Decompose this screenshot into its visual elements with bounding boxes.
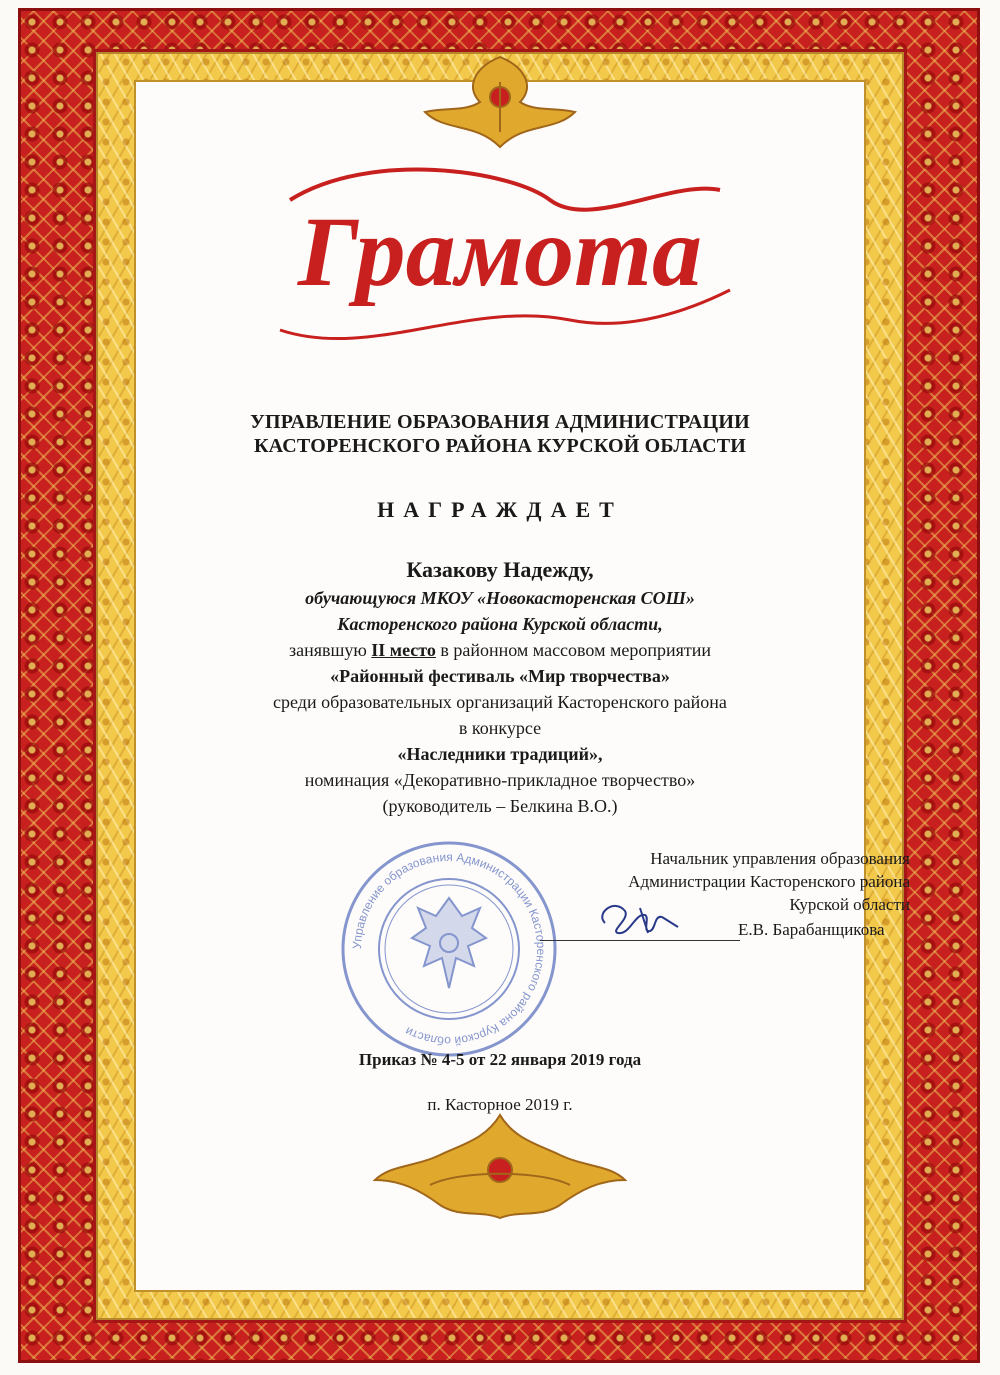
place-line <box>160 637 840 663</box>
organization-line-2: КАСТОРЕНСКОГО РАЙОНА КУРСКОЙ ОБЛАСТИ <box>253 435 747 457</box>
recipient-name: Казакову Надежду, <box>406 557 594 582</box>
svg-text:Грамота: Грамота <box>298 196 702 307</box>
bottom-ornament-icon <box>370 1110 630 1220</box>
svg-text:Управление образования Админис: Управление образования Администрации Касторенского района Курской области <box>349 849 549 1049</box>
handwritten-signature <box>590 893 690 943</box>
place-prefix: занявшую <box>288 640 372 660</box>
place-and-year: п. Касторное 2019 г. <box>427 1095 573 1114</box>
awards-heading: НАГРАЖДАЕТ <box>377 497 623 522</box>
organization-line-1: УПРАВЛЕНИЕ ОБРАЗОВАНИЯ АДМИНИСТРАЦИИ <box>250 411 750 433</box>
signatory-line-3: Курской области <box>789 895 910 914</box>
district-line: Касторенского района Курской области, <box>337 614 663 634</box>
student-of-line: обучающуюся МКОУ «Новокасторенская СОШ» <box>305 588 695 608</box>
top-ornament-icon <box>405 52 595 152</box>
in-contest-line: в конкурсе <box>458 718 542 738</box>
signatory-name: Е.В. Барабанщикова <box>738 920 885 939</box>
signatory-line-2: Администрации Касторенского района <box>628 872 910 891</box>
festival-line: «Районный фестиваль «Мир творчества» <box>330 666 670 686</box>
contest-name-line: «Наследники традиций», <box>397 744 603 764</box>
place-value: II место <box>371 640 436 660</box>
signatory-line-1: Начальник управления образования <box>650 849 910 868</box>
supervisor-line: (руководитель – Белкина В.О.) <box>382 796 618 816</box>
nomination-line: номинация «Декоративно-прикладное творчество» <box>304 770 696 790</box>
certificate-title <box>250 160 750 360</box>
official-seal-icon <box>338 838 560 1060</box>
award-description <box>160 585 840 819</box>
organization-name <box>160 410 840 458</box>
among-line: среди образовательных организаций Касторенского района <box>273 692 727 712</box>
order-reference: Приказ № 4-5 от 22 января 2019 года <box>358 1050 642 1069</box>
place-suffix: в районном массовом мероприятии <box>435 640 712 660</box>
